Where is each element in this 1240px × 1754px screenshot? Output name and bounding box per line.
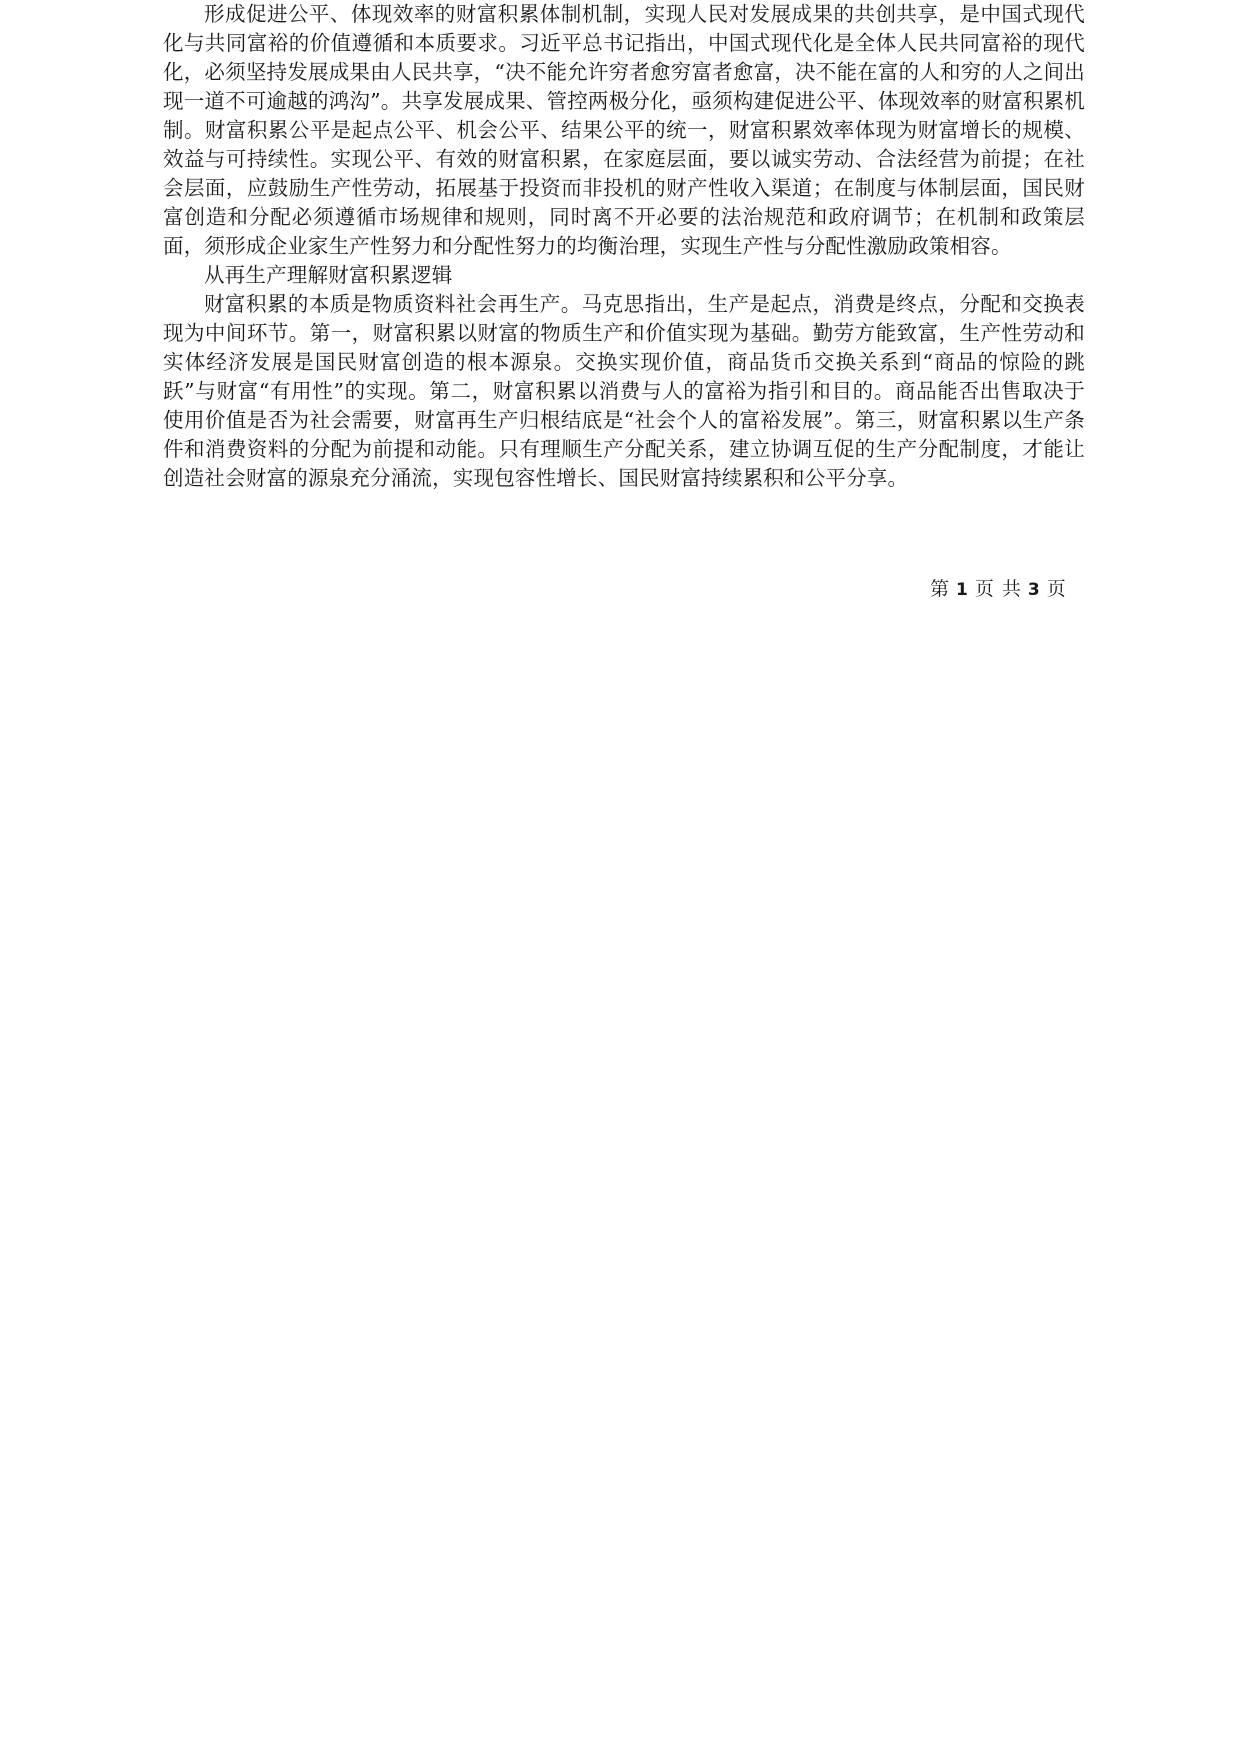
footer-suffix: 页 xyxy=(1046,578,1067,600)
total-pages-number: 3 xyxy=(1027,580,1041,600)
footer-prefix: 第 xyxy=(930,578,951,600)
document-body xyxy=(163,0,1085,493)
footer-middle: 页 共 xyxy=(974,578,1022,600)
current-page-number: 1 xyxy=(956,580,969,600)
body-paragraph-2: 财富积累的本质是物质资料社会再生产。马克思指出，生产是起点，消费是终点，分配和交换表现为中间环节。第一，财富积累以财富的物质生产和价值实现为基础。勤劳方能致富，生产性劳动和实体经济发展是国民财富创造的根本源泉。交换实现价值，商品货币交换关系到“商品的惊险的跳跃”与财富“有用性”的实现。第二，财富积累以消费与人的富裕为指引和目的。商品能否出售取决于使用价值是否为社会需要，财富再生产归根结底是“社会个人的富裕发展”。第三，财富积累以生产条件和消费资料的分配为前提和动能。只有理顺生产分配关系，建立协调互促的生产分配制度，才能让创造社会财富的源泉充分涌流，实现包容性增长、国民财富持续累积和公平分享。 xyxy=(163,292,1085,490)
section-heading: 从再生产理解财富积累逻辑 xyxy=(204,263,453,287)
page-footer xyxy=(930,577,1067,602)
body-paragraph-1: 形成促进公平、体现效率的财富积累体制机制，实现人民对发展成果的共创共享，是中国式现代化与共同富裕的价值遵循和本质要求。习近平总书记指出，中国式现代化是全体人民共同富裕的现代化，必须坚持发展成果由人民共享，“决不能允许穷者愈穷富者愈富，决不能在富的人和穷的人之间出现一道不可逾越的鸿沟”。共享发展成果、管控两极分化，亟须构建促进公平、体现效率的财富积累机制。财富积累公平是起点公平、机会公平、结果公平的统一，财富积累效率体现为财富增长的规模、效益与可持续性。实现公平、有效的财富积累，在家庭层面，要以诚实劳动、合法经营为前提；在社会层面，应鼓励生产性劳动，拓展基于投资而非投机的财产性收入渠道；在制度与体制层面，国民财富创造和分配必须遵循市场规律和规则，同时离不开必要的法治规范和政府调节；在机制和政策层面，须形成企业家生产性努力和分配性努力的均衡治理，实现生产性与分配性激励政策相容。 xyxy=(163,2,1085,258)
